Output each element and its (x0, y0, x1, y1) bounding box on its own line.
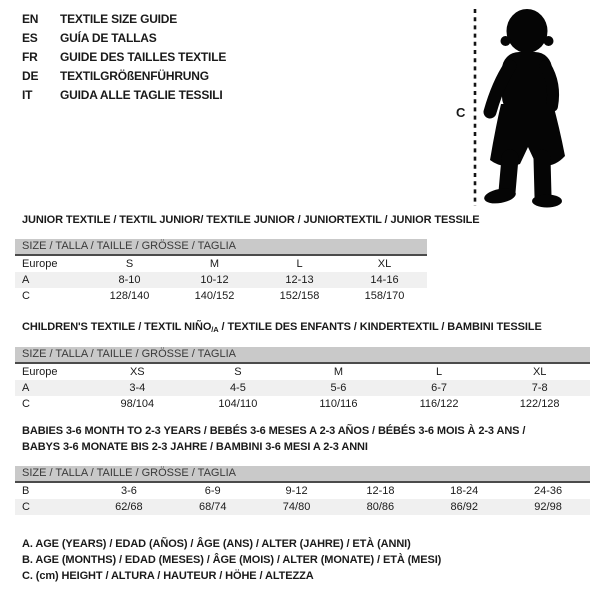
section-title-text: / TEXTILE DES ENFANTS / KINDERTEXTIL / BAMBINI TESSILE (218, 321, 542, 333)
baby-silhouette-icon (470, 0, 600, 212)
size-cell: 104/110 (218, 398, 258, 410)
size-cell: 3-6 (120, 485, 137, 497)
language-title-list (22, 9, 226, 104)
language-code: ES (22, 30, 38, 45)
language-code: DE (22, 68, 39, 83)
size-cell: 24-36 (533, 485, 563, 497)
language-row (22, 66, 226, 85)
section-title-text: JUNIOR TEXTILE / TEXTIL JUNIOR/ TEXTILE JUNIOR / JUNIORTEXTIL / JUNIOR TESSILE (22, 214, 480, 226)
row-label: A (22, 274, 30, 286)
size-cell: 116/122 (419, 398, 459, 410)
size-cell: XL (532, 366, 547, 378)
children-section-title (22, 319, 542, 338)
size-cell: 4-5 (229, 382, 246, 394)
row-label: C (22, 398, 30, 410)
size-cell: 152/158 (279, 290, 320, 302)
size-row-c (15, 288, 427, 304)
language-row (22, 9, 226, 28)
language-title: TEXTILE SIZE GUIDE (60, 11, 178, 26)
children-size-table (15, 347, 590, 412)
row-label: C (22, 501, 30, 513)
size-cell: 140/152 (194, 290, 235, 302)
size-cell: L (296, 258, 303, 270)
section-title-text: /A (211, 325, 219, 334)
size-header-bar: SIZE / TALLA / TAILLE / GRÖSSE / TAGLIA (15, 239, 427, 256)
size-cell: M (333, 366, 344, 378)
size-row-europe (15, 364, 590, 380)
size-cell: 9-12 (285, 485, 308, 497)
size-cell: L (436, 366, 443, 378)
size-row-b (15, 483, 590, 499)
size-cell: M (209, 258, 220, 270)
size-cell: 7-8 (531, 382, 548, 394)
babies-size-table (15, 466, 590, 515)
language-row (22, 85, 226, 104)
size-cell: 12-18 (366, 485, 395, 497)
size-header-bar: SIZE / TALLA / TAILLE / GRÖSSE / TAGLIA (15, 347, 590, 364)
size-cell: 122/128 (519, 398, 560, 410)
row-label: A (22, 382, 30, 394)
size-row-c (15, 499, 590, 515)
language-title: TEXTILGRÖßENFÜHRUNG (60, 68, 209, 83)
language-row (22, 47, 226, 66)
size-cell: 80/86 (366, 501, 395, 513)
size-cell: 12-13 (285, 274, 314, 286)
row-label: B (22, 485, 30, 497)
baby-silhouette-shape (483, 9, 565, 208)
size-cell: S (234, 366, 242, 378)
junior-section-title (22, 212, 480, 228)
size-cell: 14-16 (370, 274, 399, 286)
size-cell: 110/116 (319, 398, 358, 410)
size-cell: 10-12 (200, 274, 229, 286)
size-cell: 5-6 (330, 382, 347, 394)
size-cell: 158/170 (364, 290, 405, 302)
language-title: GUÍA DE TALLAS (60, 30, 157, 45)
size-cell: 92/98 (534, 501, 562, 513)
legend-line: B. AGE (MONTHS) / EDAD (MESES) / ÂGE (MOIS) / ALTER (MONATE) / ETÀ (MESI) (22, 554, 442, 566)
size-row-europe (15, 256, 427, 272)
language-title: GUIDA ALLE TAGLIE TESSILI (60, 87, 223, 102)
size-row-c (15, 396, 590, 412)
language-code: EN (22, 11, 39, 26)
language-code: FR (22, 49, 38, 64)
height-marker-label: C (456, 105, 466, 120)
row-label: C (22, 290, 30, 302)
size-cell: 98/104 (120, 398, 155, 410)
size-cell: 6-9 (204, 485, 221, 497)
size-cell: 62/68 (115, 501, 143, 513)
language-code: IT (22, 87, 33, 102)
language-title: GUIDE DES TAILLES TEXTILE (60, 49, 227, 64)
size-header-bar: SIZE / TALLA / TAILLE / GRÖSSE / TAGLIA (15, 466, 590, 483)
size-cell: S (125, 258, 134, 270)
size-cell: 18-24 (450, 485, 479, 497)
size-row-a (15, 272, 427, 288)
legend-line: A. AGE (YEARS) / EDAD (AÑOS) / ÂGE (ANS) / ALTER (JAHRE) / ETÀ (ANNI) (22, 538, 411, 550)
size-cell: 8-10 (118, 274, 141, 286)
section-title-text: BABIES 3-6 MONTH TO 2-3 YEARS / BEBÉS 3-6 MESES A 2-3 AÑOS / BÉBÉS 3-6 MOIS À 2-3 ANS / (22, 425, 526, 437)
row-label: Europe (22, 258, 58, 270)
size-cell: 68/74 (198, 501, 227, 513)
size-row-a (15, 380, 590, 396)
language-row (22, 28, 226, 47)
junior-size-table (15, 239, 427, 304)
size-cell: XL (377, 258, 392, 270)
size-cell: 128/140 (109, 290, 150, 302)
size-cell: XS (129, 366, 145, 378)
size-cell: 3-4 (129, 382, 146, 394)
legend (22, 536, 441, 584)
section-title-text: CHILDREN'S TEXTILE / TEXTIL NIÑO (22, 321, 212, 333)
babies-section-title (22, 423, 525, 455)
row-label: Europe (22, 366, 58, 378)
legend-line: C. (cm) HEIGHT / ALTURA / HAUTEUR / HÖHE / ALTEZZA (22, 570, 314, 582)
size-cell: 74/80 (282, 501, 311, 513)
size-cell: 6-7 (431, 382, 448, 394)
section-title-text: BABYS 3-6 MONATE BIS 2-3 JAHRE / BAMBINI 3-6 MESI A 2-3 ANNI (22, 441, 368, 453)
size-cell: 86/92 (450, 501, 478, 513)
